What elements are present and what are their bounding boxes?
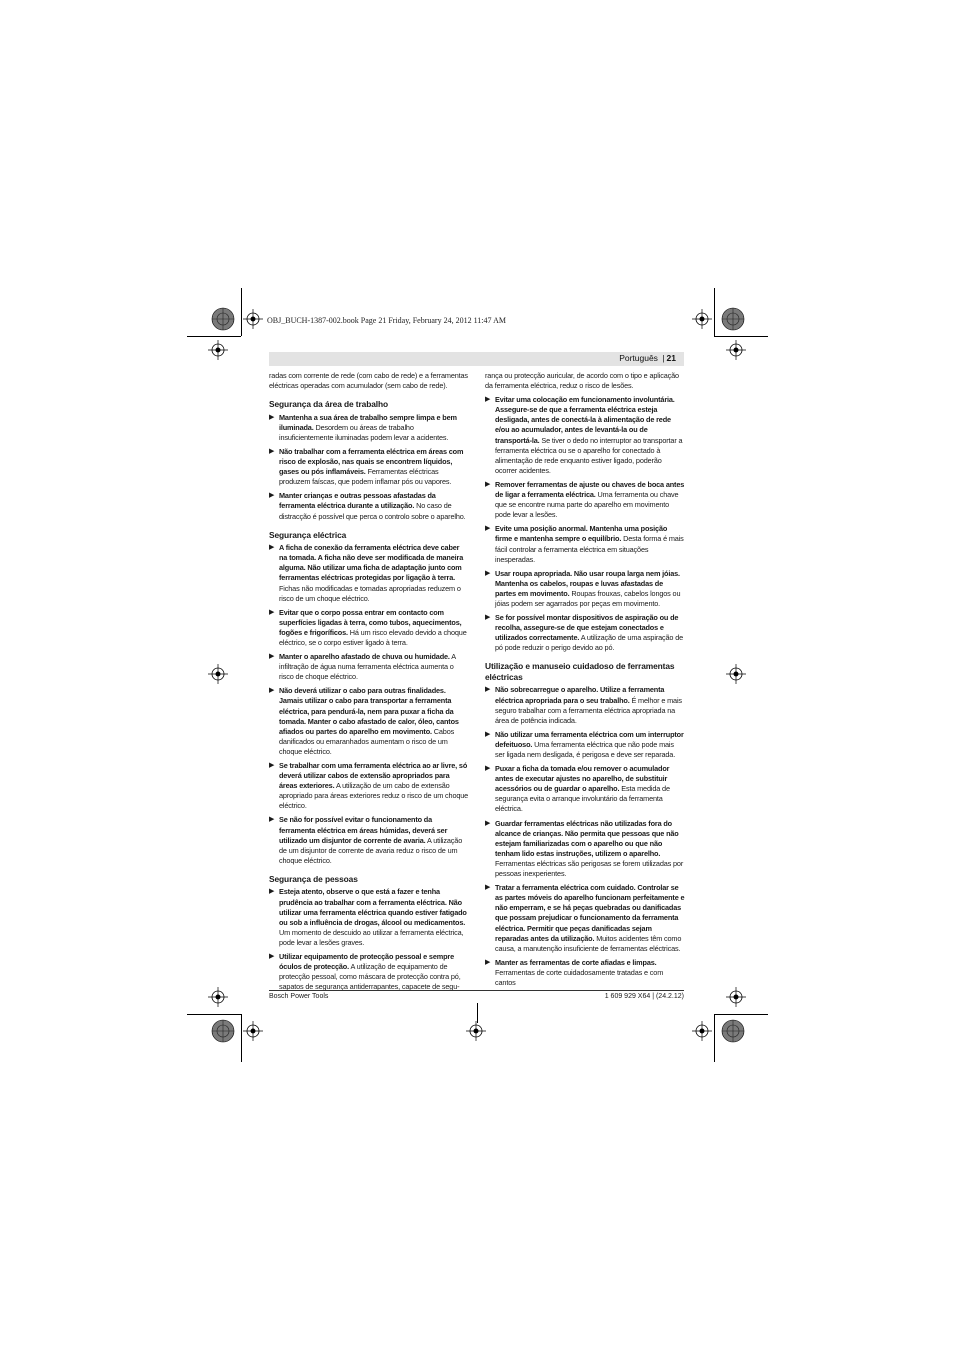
book-slug: OBJ_BUCH-1387-002.book Page 21 Friday, February 24, 2012 11:47 AM xyxy=(267,316,506,325)
list-item xyxy=(269,887,469,948)
item-bold-text: Puxar a ficha da tomada e/ou remover o acumulador antes de executar ajustes no aparelho, de substituir acessórios ou de guardar o aparelho. xyxy=(495,764,670,794)
crop-line xyxy=(714,336,768,337)
section-title: Utilização e manuseio cuidadoso de ferramentas eléctricas xyxy=(485,661,675,682)
item-text: A utilização de uma aspiração de pó pode reduzir o perigo devido ao pó. xyxy=(495,633,684,653)
crop-line xyxy=(241,1014,242,1062)
item-text: A infiltração de água numa ferramenta eléctrica aumenta o risco de choque eléctrico. xyxy=(279,652,456,682)
page-header xyxy=(269,352,684,366)
item-bold-text: Usar roupa apropriada. Não usar roupa larga nem jóias. Mantenha os cabelos, roupas e luvas afastadas de partes em movimento. xyxy=(495,568,680,598)
item-text: Muitos acidentes têm como causa, a manutenção insuficiente de ferramentas eléctricas. xyxy=(495,933,682,953)
bullet-arrow-icon: ▶ xyxy=(485,396,491,404)
item-bold-text: Evitar que o corpo possa entrar em contacto com superfícies ligadas à terra, como tubos, aquecimentos, fogões e frigoríficos. xyxy=(279,607,462,637)
item-bold-text: Não deverá utilizar o cabo para outras finalidades. Jamais utilizar o cabo para transportar a ferramenta eléctrica, para pendurá-la, nem para puxar a ficha da tomada. Manter o cabo afastado de calor, óleo, cantos afiados ou partes do aparelho em movimento. xyxy=(279,686,459,736)
list-item xyxy=(269,491,469,521)
item-text: Desta forma é mais fácil controlar a ferramenta eléctrica em situações inesperadas. xyxy=(495,534,684,564)
section-title: Segurança de pessoas xyxy=(269,873,358,884)
item-text: Roupas frouxas, cabelos longos ou jóias podem ser agarrados por peças em movimento. xyxy=(495,588,681,608)
crop-line xyxy=(714,1014,768,1015)
list-item xyxy=(269,686,469,757)
bullet-arrow-icon: ▶ xyxy=(485,686,491,694)
list-item xyxy=(269,815,469,865)
item-text: A utilização de um cabo de extensão apropriado para áreas exteriores reduz o risco de um choque eléctrico. xyxy=(279,781,469,811)
item-text: Uma ferramenta eléctrica que não pode mais ser ligada nem desligada, é perigosa e deve ser reparada. xyxy=(495,739,676,759)
bullet-arrow-icon: ▶ xyxy=(485,958,491,966)
left-column xyxy=(269,371,469,996)
crosshair-mark-icon xyxy=(726,987,746,1007)
bullet-arrow-icon: ▶ xyxy=(269,653,275,661)
crosshair-mark-icon xyxy=(466,1021,486,1041)
header-separator: | xyxy=(662,353,665,363)
crosshair-mark-icon xyxy=(208,664,228,684)
crosshair-mark-icon xyxy=(208,987,228,1007)
right-column xyxy=(485,371,685,992)
right-intro: rança ou protecção auricular, de acordo com o tipo e aplicação da ferramenta eléctrica, reduz o risco de lesões. xyxy=(485,371,679,391)
bullet-arrow-icon: ▶ xyxy=(485,765,491,773)
item-bold-text: Não utilizar uma ferramenta eléctrica com um interruptor defeituoso. xyxy=(495,729,684,749)
bullet-arrow-icon: ▶ xyxy=(269,447,275,455)
item-text: No caso de distracção é possível que perca o controlo sobre o aparelho. xyxy=(279,501,466,521)
bullet-arrow-icon: ▶ xyxy=(485,819,491,827)
item-bold-text: Evitar uma colocação em funcionamento involuntária. Assegure-se de que a ferramenta eléctrica esteja desligada, antes de conectá-la à alimentação de rede e/ou ao acumulador, antes de levantá-la ou de transportá-la. xyxy=(495,395,675,445)
crosshair-mark-icon xyxy=(243,309,263,329)
crop-line xyxy=(187,1014,241,1015)
item-bold-text: Esteja atento, observe o que está a fazer e tenha prudência ao trabalhar com a ferramenta eléctrica. Não utilizar uma ferramenta eléctrica quando estiver fatigado ou sob a influência de drogas, álcool ou medicamentos. xyxy=(279,887,467,927)
registration-mark-icon xyxy=(720,306,746,332)
bullet-arrow-icon: ▶ xyxy=(269,492,275,500)
bullet-arrow-icon: ▶ xyxy=(485,525,491,533)
left-intro: radas com corrente de rede (com cabo de rede) e a ferramentas eléctricas operadas com acumulador (sem cabo de rede). xyxy=(269,371,468,391)
item-bold-text: Se não for possível evitar o funcionamento da ferramenta eléctrica em áreas húmidas, deverá ser utilizado um disjuntor de corrente de avaria. xyxy=(279,815,448,845)
bullet-arrow-icon: ▶ xyxy=(485,884,491,892)
item-text: É melhor e mais seguro trabalhar com a ferramenta eléctrica apropriada na área de potência indicada. xyxy=(495,695,682,725)
list-item xyxy=(269,652,469,682)
crop-line xyxy=(714,288,715,336)
list-item xyxy=(269,761,469,811)
item-text: Há um risco elevado devido a choque eléctrico, se o corpo estiver ligado à terra. xyxy=(279,627,467,647)
item-text: Uma ferramenta ou chave que se encontre numa parte do aparelho em movimento pode levar a lesões. xyxy=(495,490,679,520)
footer-rule xyxy=(269,990,684,991)
bullet-arrow-icon: ▶ xyxy=(269,888,275,896)
bullet-arrow-icon: ▶ xyxy=(269,544,275,552)
header-text xyxy=(619,353,676,363)
registration-mark-icon xyxy=(210,306,236,332)
right-section-items xyxy=(485,685,685,988)
page-number: 21 xyxy=(666,353,676,363)
bullet-arrow-icon: ▶ xyxy=(269,608,275,616)
registration-mark-icon xyxy=(210,1018,236,1044)
list-item xyxy=(485,883,685,954)
item-bold-text: Não trabalhar com a ferramenta eléctrica em áreas com risco de explosão, nas quais se encontrem líquidos, gases ou pós inflamáveis. xyxy=(279,446,464,477)
crosshair-mark-icon xyxy=(726,664,746,684)
item-text: Ferramentas eléctricas são perigosas se forem utilizadas por pessoas inexperientes. xyxy=(495,858,684,879)
item-bold-text: A ficha de conexão da ferramenta eléctrica deve caber na tomada. A ficha não deve ser modificada de maneira alguma. Não utilizar uma ficha de adaptação junto com ferramentas eléctricas protegidas por ligação à terra. xyxy=(279,543,464,583)
crosshair-mark-icon xyxy=(692,309,712,329)
list-item xyxy=(485,524,685,564)
bullet-arrow-icon: ▶ xyxy=(269,816,275,824)
bullet-arrow-icon: ▶ xyxy=(485,730,491,738)
item-text: Cabos danificados ou emaranhados aumentam o risco de um choque eléctrico. xyxy=(279,726,455,756)
item-bold-text: Manter o aparelho afastado de chuva ou humidade. xyxy=(279,652,450,662)
list-item xyxy=(485,764,685,814)
list-item xyxy=(269,608,469,648)
item-bold-text: Evite uma posição anormal. Mantenha uma posição firme e mantenha sempre o equilíbrio. xyxy=(495,524,668,544)
item-bold-text: Manter as ferramentas de corte afiadas e limpas. xyxy=(495,957,657,967)
crosshair-mark-icon xyxy=(726,340,746,360)
item-bold-text: Manter crianças e outras pessoas afastadas da ferramenta eléctrica durante a utilização. xyxy=(279,491,436,511)
item-text: A utilização de equipamento de protecção pessoal, como máscara de protecção contra pó, sapatos de segurança antiderrapantes, capacete de segu- xyxy=(279,962,461,992)
crop-line xyxy=(477,1003,478,1023)
list-item xyxy=(485,569,685,609)
list-item xyxy=(485,685,685,725)
item-bold-text: Tratar a ferramenta eléctrica com cuidado. Controlar se as partes móveis do aparelho funcionam perfeitamente e não emperram, e se há peças quebradas ou danificadas que possam prejudicar o funcionamento da ferramenta eléctrica. Permitir que peças danificadas sejam reparadas antes da utilização. xyxy=(495,883,685,943)
registration-mark-icon xyxy=(720,1018,746,1044)
item-text: Um momento de descuido ao utilizar a ferramenta eléctrica, pode levar a lesões graves. xyxy=(279,927,464,947)
crosshair-mark-icon xyxy=(243,1021,263,1041)
item-text: Ferramentas de corte cuidadosamente tratadas e com cantos xyxy=(495,967,664,987)
list-item xyxy=(485,730,685,760)
item-text: Ferramentas eléctricas produzem faíscas, que podem inflamar pós ou vapores. xyxy=(279,467,452,487)
crop-line xyxy=(187,336,241,337)
item-text: Fichas não modificadas e tomadas apropriadas reduzem o risco de um choque eléctrico. xyxy=(279,583,461,603)
crosshair-mark-icon xyxy=(208,340,228,360)
item-text: Se tiver o dedo no interruptor ao transportar a ferramenta eléctrica ou se o aparelho for conectado à alimentação de rede enquanto estiver ligado, poderão ocorrer acidentes. xyxy=(495,435,683,475)
right-items-top xyxy=(485,395,685,653)
item-bold-text: Remover ferramentas de ajuste ou chaves de boca antes de ligar a ferramenta eléctrica. xyxy=(495,479,685,500)
list-item xyxy=(485,480,685,520)
crosshair-mark-icon xyxy=(692,1021,712,1041)
crop-line xyxy=(714,1014,715,1062)
bullet-arrow-icon: ▶ xyxy=(485,614,491,622)
section-title: Segurança eléctrica xyxy=(269,529,347,540)
section-title: Segurança da área de trabalho xyxy=(269,399,389,410)
item-bold-text: Se for possível montar dispositivos de aspiração ou de recolha, assegure-se de que estejam conectados e utilizados correctamente. xyxy=(495,613,679,643)
item-text: A utilização de um disjuntor de corrente de avaria reduz o risco de um choque eléctrico. xyxy=(279,835,463,865)
list-item xyxy=(269,952,469,992)
list-item xyxy=(485,395,685,476)
list-item xyxy=(269,543,469,604)
bullet-arrow-icon: ▶ xyxy=(269,687,275,695)
list-item xyxy=(269,447,469,487)
footer-doc-number: 1 609 929 X64 | (24.2.12) xyxy=(604,993,684,1000)
item-text: Esta medida de segurança evita o arranque involuntário da ferramenta eléctrica. xyxy=(495,784,670,814)
item-text: Desordem ou áreas de trabalho insuficientemente iluminadas podem levar a acidentes. xyxy=(279,422,449,442)
bullet-arrow-icon: ▶ xyxy=(269,953,275,960)
header-language: Português xyxy=(619,353,658,363)
crop-line xyxy=(241,288,242,336)
bullet-arrow-icon: ▶ xyxy=(269,413,275,421)
footer-brand: Bosch Power Tools xyxy=(269,993,329,1000)
item-bold-text: Utilizar equipamento de protecção pessoal e sempre óculos de protecção. xyxy=(279,952,454,972)
item-bold-text: Guardar ferramentas eléctricas não utilizadas fora do alcance de crianças. Não permita que pessoas que não estejam familiarizadas com o aparelho ou que não tenham lido estas instruções, utilizem o aparelho. xyxy=(495,818,679,858)
item-bold-text: Se trabalhar com uma ferramenta eléctrica ao ar livre, só deverá utilizar cabos de extensão apropriados para áreas exteriores. xyxy=(279,761,468,791)
list-item xyxy=(485,819,685,880)
item-bold-text: Mantenha a sua área de trabalho sempre limpa e bem iluminada. xyxy=(279,412,457,432)
item-bold-text: Não sobrecarregue o aparelho. Utilize a ferramenta eléctrica apropriada para o seu trabalho. xyxy=(495,685,665,705)
list-item xyxy=(485,613,685,653)
list-item xyxy=(485,958,685,988)
bullet-arrow-icon: ▶ xyxy=(269,762,275,769)
list-item xyxy=(269,413,469,443)
bullet-arrow-icon: ▶ xyxy=(485,569,491,577)
bullet-arrow-icon: ▶ xyxy=(485,480,491,488)
